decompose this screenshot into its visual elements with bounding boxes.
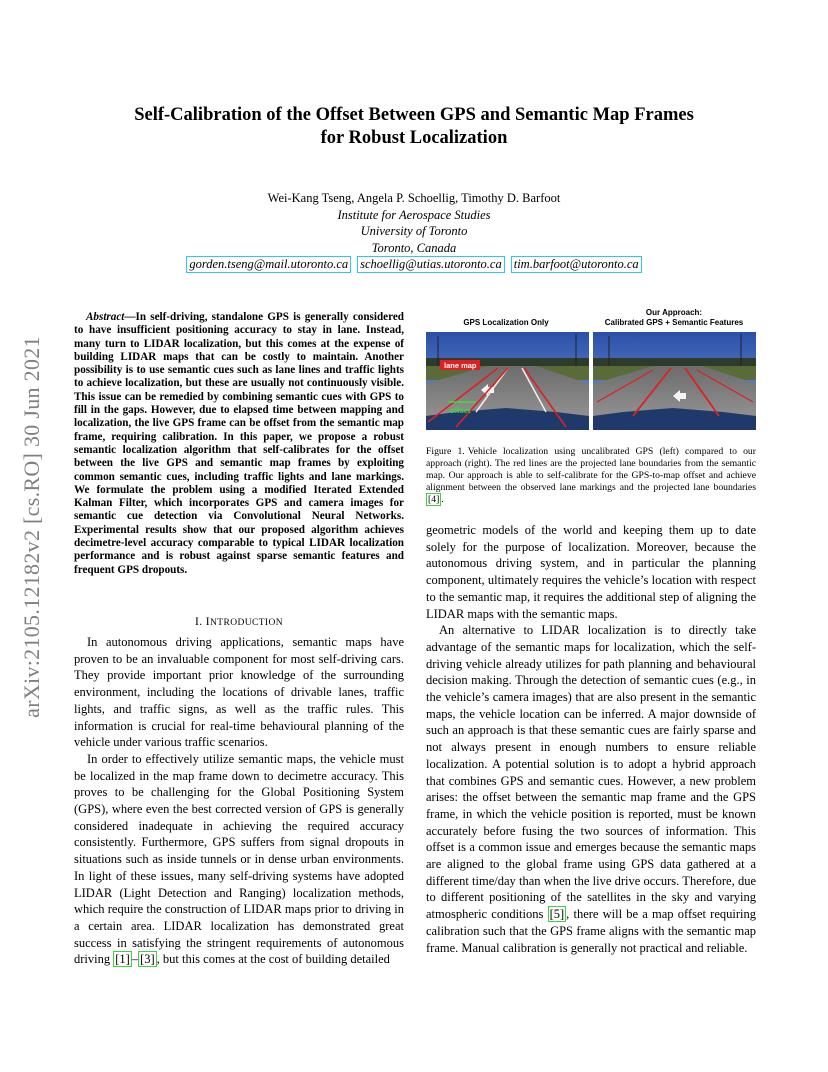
figure-1-caption xyxy=(426,446,756,506)
affiliation-institute: Institute for Aerospace Studies xyxy=(337,207,491,222)
figure-road-images xyxy=(426,332,756,430)
abstract-label: Abstract xyxy=(86,311,125,323)
citation-range-dash: – xyxy=(131,952,139,967)
intro-paragraph-2-end: , but this comes at the cost of building detailed xyxy=(156,952,390,967)
abstract xyxy=(74,311,404,577)
figure-right-title-line-1: Our Approach: xyxy=(645,308,703,317)
left-road-photo xyxy=(426,332,589,430)
caption-text: Vehicle localization using uncalibrated GPS (left) compared to our approach (right). The red lines are the projected lane boundaries from the semantic map. Our approach is able to self-calibrate for the GPS-to-map offset and achieve alignment between the observed lane markings and the projected lane boundaries xyxy=(426,446,756,493)
figure-right-panel-title xyxy=(592,308,756,327)
author-names: Wei-Kang Tseng, Angela P. Schoellig, Timothy D. Barfoot xyxy=(267,191,561,205)
section-heading-introduction xyxy=(74,616,404,628)
section-title-rest: NTRODUCTION xyxy=(210,618,284,628)
intro-paragraph-1: In autonomous driving applications, semantic maps have proven to be an invaluable component for most self-driving cars. They provide important prior knowledge of the surrounding environment, including the locations of drivable lanes, traffic lights, and traffic signs, as well as the traffic rules. This information is crucial for real-time behavioural planning of the vehicle under various traffic scenarios. xyxy=(74,635,404,750)
citation-link-5[interactable]: [5] xyxy=(549,907,565,922)
intro-paragraph-2 xyxy=(74,751,404,968)
arxiv-stamp-text: arXiv:2105.12182v2 [cs.RO] 30 Jun 2021 xyxy=(19,336,44,718)
email-link-barfoot[interactable]: tim.barfoot@utoronto.ca xyxy=(511,256,642,273)
paper-title xyxy=(80,104,748,150)
offset-tag: offset xyxy=(450,406,471,415)
right-paragraph-2-end: , there will be a map offset requiring calibration such that the GPS frame aligns with the semantic map frame. Manual calibration is generally not practical and reliable. xyxy=(426,907,757,955)
figure-1 xyxy=(426,305,756,435)
figure-right-title-line-2: Calibrated GPS + Semantic Features xyxy=(604,317,744,327)
title-line-1: Self-Calibration of the Offset Between GPS and Semantic Map Frames xyxy=(134,105,694,125)
author-block xyxy=(80,190,748,273)
section-title-initial: I xyxy=(205,616,210,628)
left-column-body xyxy=(74,634,404,968)
author-emails xyxy=(80,256,748,273)
section-number: I. xyxy=(194,616,206,628)
citation-link-1[interactable]: [1] xyxy=(115,952,130,967)
title-line-2: for Robust Localization xyxy=(320,128,508,148)
intro-paragraph-2-text: In order to effectively utilize semantic maps, the vehicle must be localized in the map frame down to decimetre accuracy. This proves to be challenging for the Global Positioning System (GPS), where even the best corrected version of GPS is generally considered inadequate in achieving the required accuracy consistently. Furthermore, GPS suffers from signal dropouts in situations such as inside tunnels or in dense urban environments. In light of these issues, many self-driving systems have adopted LIDAR (Light Detection and Ranging) localization methods, which require the construction of LIDAR maps prior to driving in a certain area. LIDAR localization has demonstrated great success in satisfying the stringent requirements of autonomous driving xyxy=(74,751,404,967)
abstract-text: —In self-driving, standalone GPS is generally considered to have insufficient positioning accuracy to stay in lane. Instead, many turn to LIDAR localization, but this comes at the expense of building LIDAR maps that can be costly to maintain. Another possibility is to use semantic cues such as lane lines and traffic lights to achieve localization, but these are usually not continuously visible. This issue can be remedied by combining semantic cues with GPS to fill in the gaps. However, due to elapsed time between mapping and localization, the live GPS frame can be offset from the semantic map frame, requiring calibration. In this paper, we propose a robust semantic localization algorithm that self-calibrates for the offset between the live GPS and semantic map frames by exploiting common semantic cues, including traffic lights and lane markings. We formulate the problem using a modified Iterated Extended Kalman Filter, which incorporates GPS and camera images for semantic cue detection via Convolutional Neural Networks. Experimental results show that our proposed algorithm achieves decimetre-level accuracy comparable to typical LIDAR localization performance and is robust against sparse semantic features and frequent GPS dropouts. xyxy=(74,311,404,576)
right-paragraph-2 xyxy=(426,622,756,956)
right-paragraph-2-text: An alternative to LIDAR localization is to directly take advantage of the semantic maps for localization, which the self-driving vehicle already utilizes for path planning and behavioural decision making. Through the detection of semantic cues (e.g., in the vehicle’s camera images) that are also present in the semantic maps, the vehicle location can be inferred. A major downside of such an approach is that these semantic cues are fairly sparse and not always present in enough numbers to ensure reliable localization. A potential solution is to adopt a hybrid approach that combines GPS and semantic cues. However, a new problem arises: the offset between the semantic map frame and the GPS frame, in which the vehicle position is reported, must be known accurately before fusing the two sources of information. This offset is a common issue and emerges because the semantic maps are aligned to the global frame using GPS data gathered at a different time/day than when the live drive occurs. Therefore, due to different positioning of the satellites in the sky and varying atmospheric conditions xyxy=(426,623,756,922)
right-column-body xyxy=(426,522,756,956)
arxiv-identifier-stamp xyxy=(21,292,43,762)
email-link-tseng[interactable]: gorden.tseng@mail.utoronto.ca xyxy=(186,256,351,273)
caption-citation-link-4[interactable]: [4] xyxy=(428,494,440,505)
caption-end: . xyxy=(441,494,444,505)
right-paragraph-continuation: geometric models of the world and keeping them up to date solely for the purpose of localization. Moreover, because the autonomous driving system, and in particular the planning component, ultimately requires the vehicle’s location with respect to the semantic map, it requires the additional step of aligning the LIDAR maps with the semantic maps. xyxy=(426,523,756,621)
right-road-photo xyxy=(593,332,756,430)
caption-number: Figure 1. xyxy=(426,446,465,457)
lane-map-tag: lane map xyxy=(444,361,477,370)
figure-left-panel-title: GPS Localization Only xyxy=(463,318,549,327)
citation-link-3[interactable]: [3] xyxy=(140,952,155,967)
affiliation-location: Toronto, Canada xyxy=(371,240,457,255)
affiliation-university: University of Toronto xyxy=(360,224,468,238)
email-link-schoellig[interactable]: schoellig@utias.utoronto.ca xyxy=(357,256,505,273)
